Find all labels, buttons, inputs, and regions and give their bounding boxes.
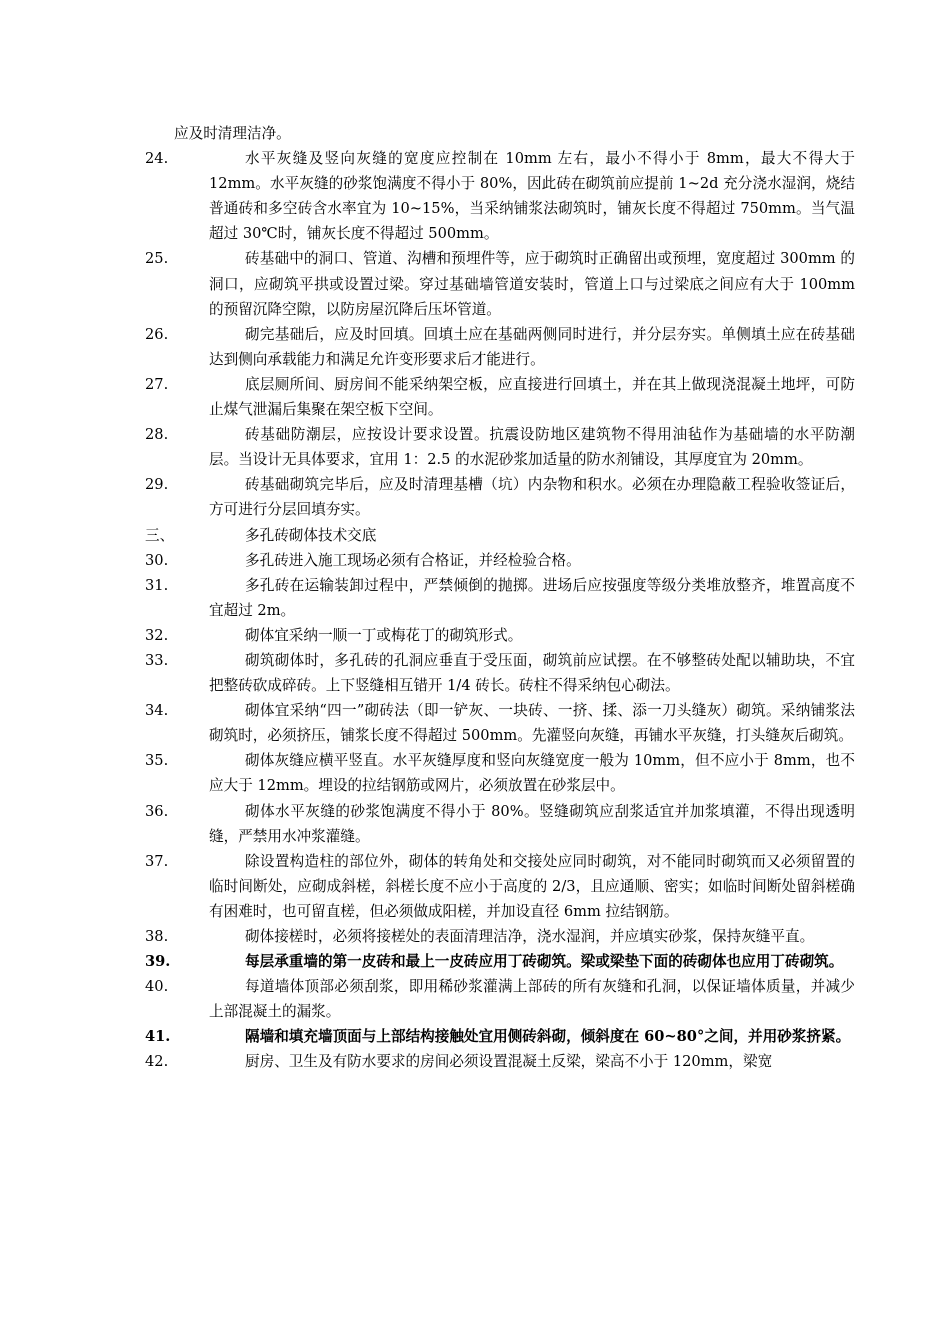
list-item — [0, 648, 950, 698]
item-text: 多孔砖进入施工现场必须有合格证，并经检验合格。 — [245, 551, 581, 569]
list-item — [0, 246, 950, 321]
item-text: 砖基础砌筑完毕后，应及时清理基槽（坑）内杂物和积水。必须在办理隐蔽工程验收签证后，方可进行分层回填夯实。 — [209, 476, 855, 519]
list-item — [0, 146, 950, 246]
list-item — [0, 372, 950, 422]
item-number: 24. — [145, 150, 169, 168]
item-number: 42. — [145, 1053, 169, 1071]
list-item — [0, 573, 950, 623]
item-number: 41. — [145, 1028, 171, 1046]
list-item — [0, 849, 950, 924]
item-number: 38. — [145, 928, 169, 945]
item-number: 25. — [145, 250, 169, 268]
numbered-list — [0, 146, 950, 1074]
item-text: 砌体接槎时，必须将接槎处的表面清理洁净，浇水湿润，并应填实砂浆，保持灰缝平直。 — [245, 928, 815, 945]
item-number: 26. — [145, 325, 169, 343]
item-text: 砌体宜采纳一顺一丁或梅花丁的砌筑形式。 — [245, 626, 523, 644]
item-text: 除设置构造柱的部位外，砌体的转角处和交接处应同时砌筑，对不能同时砌筑而又必须留置的临时间断处，应砌成斜槎，斜槎长度不应小于高度的 2/3，且应通顺、密实；如临时间断处留斜槎确有困难时，也可留直槎，但必须做成阳槎，并加设直径 6mm 拉结钢筋。 — [209, 852, 855, 920]
item-text: 多孔砖砌体技术交底 — [245, 526, 377, 544]
item-text: 厨房、卫生及有防水要求的房间必须设置混凝土反梁，梁高不小于 120mm，梁宽 — [245, 1053, 773, 1071]
list-item — [0, 1049, 950, 1074]
item-text: 砌体灰缝应横平竖直。水平灰缝厚度和竖向灰缝宽度一般为 10mm，但不应小于 8mm，也不应大于 12mm。埋设的拉结钢筋或网片，必须放置在砂浆层中。 — [209, 752, 855, 795]
item-text: 砌体水平灰缝的砂浆饱满度不得小于 80%。竖缝砌筑应刮浆适宜并加浆填灌，不得出现透明缝，严禁用水冲浆灌缝。 — [209, 802, 855, 845]
list-item — [0, 548, 950, 573]
item-text: 砌完基础后，应及时回填。回填土应在基础两侧同时进行，并分层夯实。单侧填土应在砖基础达到侧向承载能力和满足允许变形要求后才能进行。 — [209, 325, 855, 368]
item-number: 三、 — [145, 526, 175, 544]
item-number: 40. — [145, 978, 169, 996]
item-text: 砖基础中的洞口、管道、沟槽和预埋件等，应于砌筑时正确留出或预埋，宽度超过 300mm 的洞口，应砌筑平拱或设置过梁。穿过基础墙管道安装时，管道上口与过梁底之间应有大于 100mm 的预留沉降空隙，以防房屋沉降后压坏管道。 — [209, 250, 855, 318]
list-item — [0, 1024, 950, 1049]
list-item — [0, 698, 950, 748]
item-text: 底层厕所间、厨房间不能采纳架空板，应直接进行回填土，并在其上做现浇混凝土地坪，可防止煤气泄漏后集聚在架空板下空间。 — [209, 375, 855, 419]
list-item — [0, 523, 950, 548]
continuation-line: 应及时清理洁净。 — [174, 125, 291, 142]
item-text: 每层承重墙的第一皮砖和最上一皮砖应用丁砖砌筑。梁或梁垫下面的砖砌体也应用丁砖砌筑。 — [245, 953, 844, 971]
item-number: 28. — [145, 426, 169, 444]
item-number: 29. — [145, 476, 169, 494]
item-number: 34. — [145, 702, 169, 720]
item-text: 多孔砖在运输装卸过程中，严禁倾倒的抛掷。进场后应按强度等级分类堆放整齐，堆置高度不宜超过 2m。 — [209, 576, 855, 619]
item-number: 30. — [145, 551, 169, 569]
item-text: 砌体宜采纳“四一”砌砖法（即一铲灰、一块砖、一挤、揉、添一刀头缝灰）砌筑。采纳铺浆法砌筑时，必须挤压，铺浆长度不得超过 500mm。先灌竖向灰缝，再铺水平灰缝，打头缝灰后砌筑。 — [209, 702, 855, 745]
item-number: 31. — [145, 576, 169, 594]
item-text: 水平灰缝及竖向灰缝的宽度应控制在 10mm 左右，最小不得小于 8mm，最大不得大于 12mm。水平灰缝的砂浆饱满度不得小于 80%，因此砖在砌筑前应提前 1~2d 充分浇水湿润，烧结普通砖和多空砖含水率宜为 10~15%，当采纳铺浆法砌筑时，铺灰长度不得超过 750mm。当气温超过 30℃时，铺灰长度不得超过 500mm。 — [209, 150, 855, 243]
list-item — [0, 472, 950, 522]
list-item — [0, 949, 950, 974]
list-item — [0, 799, 950, 849]
item-number: 27. — [145, 375, 169, 393]
item-number: 32. — [145, 626, 169, 644]
item-text: 砖基础防潮层，应按设计要求设置。抗震设防地区建筑物不得用油毡作为基础墙的水平防潮层。当设计无具体要求，宜用 1：2.5 的水泥砂浆加适量的防水剂铺设，其厚度宜为 20mm。 — [209, 426, 855, 469]
list-item — [0, 974, 950, 1024]
item-text: 砌筑砌体时，多孔砖的孔洞应垂直于受压面，砌筑前应试摆。在不够整砖处配以辅助块，不宜把整砖砍成碎砖。上下竖缝相互错开 1/4 砖长。砖柱不得采纳包心砌法。 — [209, 651, 855, 695]
item-number: 35. — [145, 752, 169, 770]
item-text: 隔墙和填充墙顶面与上部结构接触处宜用侧砖斜砌，倾斜度在 60~80°之间，并用砂浆挤紧。 — [245, 1028, 851, 1046]
list-item — [0, 623, 950, 648]
item-number: 37. — [145, 852, 169, 870]
list-item — [0, 322, 950, 372]
document-body — [0, 121, 950, 1075]
item-number: 36. — [145, 802, 169, 820]
list-item — [0, 422, 950, 472]
list-item — [0, 924, 950, 949]
item-text: 每道墙体顶部必须刮浆，即用稀砂浆灌满上部砖的所有灰缝和孔洞，以保证墙体质量，并减少上部混凝土的漏浆。 — [209, 978, 855, 1021]
item-number: 33. — [145, 651, 169, 669]
list-item — [0, 748, 950, 798]
item-number: 39. — [145, 953, 171, 971]
